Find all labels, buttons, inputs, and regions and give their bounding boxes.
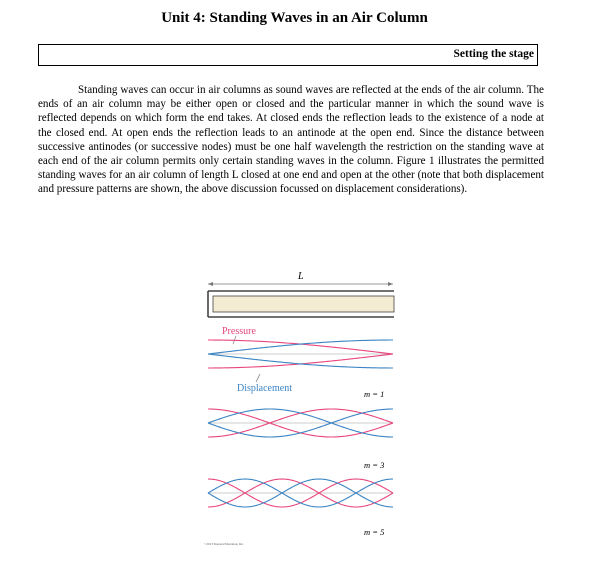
displacement-label-pointer <box>256 374 260 382</box>
wave-patterns <box>208 340 393 507</box>
mode-1-pressure-lower-curve <box>208 354 393 368</box>
copyright-notice: ©2013 Pearson Education, Inc. <box>204 542 244 546</box>
section-label: Setting the stage <box>453 48 534 60</box>
length-arrow-right <box>388 282 393 286</box>
page-title: Unit 4: Standing Waves in an Air Column <box>161 10 428 26</box>
figure-standing-waves <box>200 266 400 551</box>
intro-paragraph-text: Standing waves can occur in air columns as sound waves are reflected at the ends of the air column. The ends of an air column may be either open or closed and the particular manner in which the sound wave is reflected depends on which form the end takes. At closed ends the reflection leads to the existence of a node at the closed end. At open ends the reflection leads to an antinode at the open end. Since the distance between successive antinodes (or successive nodes) must be one half wavelength the restriction on the standing wave at each end of the air column permits only certain standing waves in the column. Figure 1 illustrates the permitted standing waves for an air column of length L closed at one end and open at the other (note that both displacement and pressure patterns are shown, the above discussion focussed on displacement considerations). <box>38 84 544 196</box>
length-arrow-left <box>208 282 213 286</box>
length-label: L <box>298 271 304 282</box>
standing-waves-diagram <box>200 266 400 551</box>
intro-paragraph <box>38 83 544 197</box>
tube-air-space <box>213 296 394 312</box>
mode-1-displacement-upper-curve <box>208 340 393 354</box>
mode-1-displacement-lower-curve <box>208 354 393 368</box>
air-column-tube <box>208 291 394 317</box>
pressure-label: Pressure <box>222 326 256 337</box>
displacement-label: Displacement <box>237 383 292 394</box>
mode-1-pressure-upper-curve <box>208 340 393 354</box>
mode-label-m3: m = 3 <box>364 460 385 470</box>
section-header-box <box>38 44 538 66</box>
mode-label-m5: m = 5 <box>364 527 385 537</box>
mode-label-m1: m = 1 <box>364 389 385 399</box>
